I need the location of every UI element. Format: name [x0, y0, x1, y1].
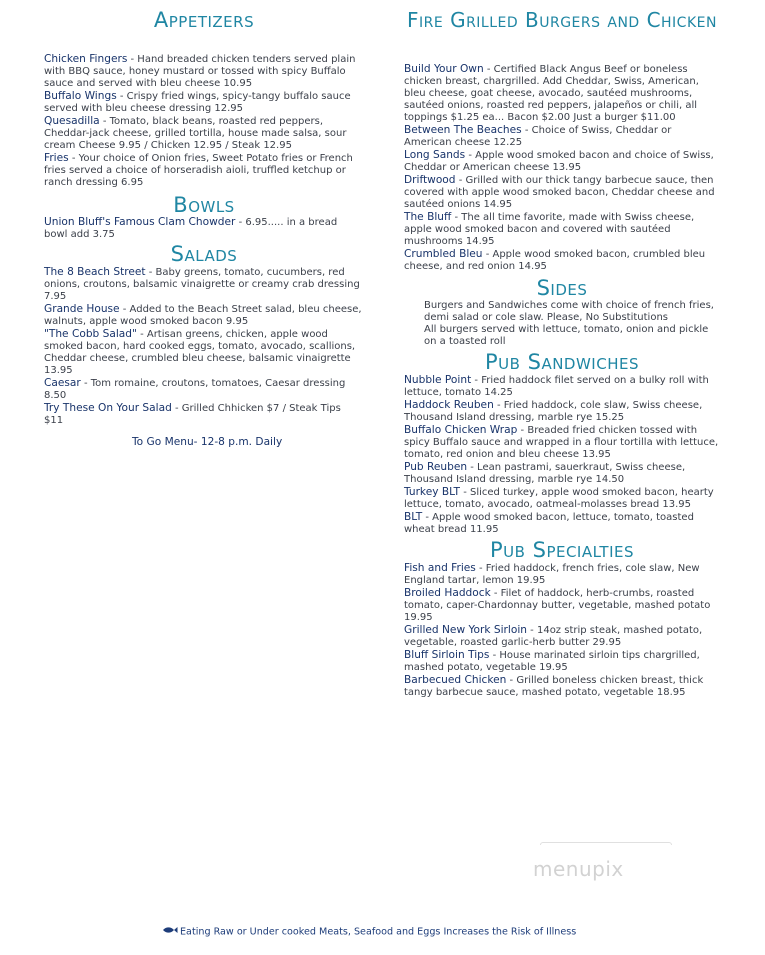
watermark-bubble: [540, 842, 672, 845]
sides-note: All burgers served with lettuce, tomato, onion and pickle on a toasted roll: [424, 324, 709, 347]
item-name: Fish and Fries: [404, 562, 476, 574]
menu-item: [404, 174, 720, 211]
sides-note: Burgers and Sandwiches come with choice of french fries, demi salad or cole slaw. Please, No Substitutions: [424, 300, 714, 323]
item-name: The Bluff: [404, 211, 452, 223]
item-desc: - Artisan greens, chicken, apple wood smoked bacon, hard cooked eggs, tomato, avocado, scallions, Cheddar cheese, crumbled bleu cheese, balsamic vinaigrette 13.95: [44, 329, 356, 376]
specialties-list: [404, 562, 720, 699]
item-desc: - Apple wood smoked bacon and choice of Swiss, Cheddar or American cheese 13.95: [404, 150, 714, 173]
burgers-heading: Fire Grilled Burgers and Chicken: [407, 8, 717, 32]
item-name: Crumbled Bleu: [404, 248, 483, 260]
item-name: The 8 Beach Street: [44, 266, 146, 278]
menu-item: [404, 562, 720, 587]
menu-item: [404, 149, 720, 174]
burgers-list: [404, 63, 720, 273]
menu-item: [44, 152, 362, 189]
item-name: Fries: [44, 152, 69, 164]
item-desc: - Grilled boneless chicken breast, thick tangy barbecue sauce, mashed potato, vegetable 18.95: [404, 675, 704, 698]
item-name: Buffalo Chicken Wrap: [404, 424, 518, 436]
menu-item: [404, 424, 720, 461]
sides-heading: Sides: [536, 276, 588, 300]
menu-item: [44, 53, 362, 90]
item-name: "The Cobb Salad": [44, 328, 137, 340]
item-desc: - Lean pastrami, sauerkraut, Swiss cheese, Thousand Island dressing, marble rye 14.50: [404, 462, 686, 485]
menu-item: [404, 624, 720, 649]
item-desc: - Baby greens, tomato, cucumbers, red onions, croutons, balsamic vinaigrette or creamy crab dressing 7.95: [44, 267, 360, 302]
health-warning: [162, 926, 576, 938]
item-name: BLT: [404, 511, 423, 523]
item-name: Barbecued Chicken: [404, 674, 507, 686]
salads-list: [44, 266, 362, 427]
menu-item: [404, 211, 720, 248]
item-desc: - Hand breaded chicken tenders served plain with BBQ sauce, honey mustard or tossed with spicy Buffalo sauce and served with bleu cheese 10.95: [44, 54, 356, 89]
sides-notes: [424, 300, 720, 348]
item-desc: - House marinated sirloin tips chargrilled, mashed potato, vegetable 19.95: [404, 650, 700, 673]
sandwiches-list: [404, 374, 720, 536]
item-desc: - Apple wood smoked bacon, lettuce, tomato, toasted wheat bread 11.95: [404, 512, 694, 535]
menu-item: [404, 486, 720, 511]
menu-item: [404, 63, 720, 124]
item-name: Bluff Sirloin Tips: [404, 649, 490, 661]
item-desc: - Apple wood smoked bacon, crumbled bleu cheese, and red onion 14.95: [404, 249, 706, 272]
appetizers-list: [44, 53, 362, 189]
item-desc: - The all time favorite, made with Swiss cheese, apple wood smoked bacon and covered with sautéed mushrooms 14.95: [404, 212, 695, 247]
appetizers-heading: Appetizers: [153, 8, 255, 32]
menu-item: [44, 377, 362, 402]
menu-item: [404, 124, 720, 149]
menu-item: [44, 303, 362, 328]
item-desc: - Choice of Swiss, Cheddar or American cheese 12.25: [404, 125, 672, 148]
menu-item: [404, 399, 720, 424]
item-desc: - Your choice of Onion fries, Sweet Potato fries or French fries served a choice of horseradish aioli, truffled ketchup or ranch dressing 6.95: [44, 153, 353, 188]
item-name: Nubble Point: [404, 374, 472, 386]
item-name: Driftwood: [404, 174, 456, 186]
menu-item: [44, 115, 362, 152]
item-desc: - Filet of haddock, herb-crumbs, roasted tomato, caper-Chardonnay butter, vegetable, mashed potato 19.95: [404, 588, 711, 623]
item-name: Turkey BLT: [404, 486, 461, 498]
menu-item: [404, 674, 720, 699]
item-desc: - Tom romaine, croutons, tomatoes, Caesar dressing 8.50: [44, 378, 346, 401]
fish-icon: [162, 926, 178, 937]
menu-item: [404, 461, 720, 486]
item-name: Build Your Own: [404, 63, 484, 75]
menu-item: [44, 328, 362, 377]
menu-item: [404, 248, 720, 273]
item-name: Between The Beaches: [404, 124, 522, 136]
item-desc: - Fried haddock, cole slaw, Swiss cheese, Thousand Island dressing, marble rye 15.25: [404, 400, 703, 423]
item-name: Try These On Your Salad: [44, 402, 172, 414]
menu-item: [44, 90, 362, 115]
item-name: Broiled Haddock: [404, 587, 491, 599]
item-desc: - Crispy fried wings, spicy-tangy buffalo sauce served with bleu cheese dressing 12.95: [44, 91, 351, 114]
salads-heading: Salads: [170, 242, 238, 266]
item-desc: - Tomato, black beans, roasted red peppers, Cheddar-jack cheese, grilled tortilla, house made salsa, sour cream Cheese 9.95 / Chicken 12.95 / Steak 12.95: [44, 116, 347, 151]
item-desc: - 6.95..... in a bread bowl add 3.75: [44, 217, 338, 240]
watermark: menupix: [533, 857, 624, 881]
menu-item: [404, 587, 720, 624]
item-desc: - Fried haddock, french fries, cole slaw, New England tartar, lemon 19.95: [404, 563, 700, 586]
menu-item: [404, 511, 720, 536]
item-desc: - Grilled with our thick tangy barbecue sauce, then covered with apple wood smoked bacon, Cheddar cheese and sautéed onions 14.95: [404, 175, 715, 210]
item-name: Grilled New York Sirloin: [404, 624, 527, 636]
health-warning-text: Eating Raw or Under cooked Meats, Seafood and Eggs Increases the Risk of Illness: [180, 926, 577, 938]
menu-item: [44, 216, 362, 241]
item-name: Chicken Fingers: [44, 53, 128, 65]
item-name: Quesadilla: [44, 115, 100, 127]
sandwiches-heading: Pub Sandwiches: [485, 350, 639, 374]
item-desc: - Added to the Beach Street salad, bleu cheese, walnuts, apple wood smoked bacon 9.95: [44, 304, 362, 327]
menu-item: [404, 374, 720, 399]
item-desc: - 14oz strip steak, mashed potato, vegetable, roasted garlic-herb butter 29.95: [404, 625, 703, 648]
item-name: Haddock Reuben: [404, 399, 494, 411]
item-desc: - Breaded fried chicken tossed with spicy Buffalo sauce and wrapped in a flour tortilla with lettuce, tomato, red onion and bleu cheese 13.95: [404, 425, 719, 460]
item-desc: - Grilled Chhicken $7 / Steak Tips $11: [44, 403, 341, 426]
bowls-heading: Bowls: [173, 193, 235, 217]
item-name: Union Bluff's Famous Clam Chowder: [44, 216, 236, 228]
item-name: Caesar: [44, 377, 81, 389]
bowls-list: [44, 216, 362, 241]
item-name: Grande House: [44, 303, 120, 315]
item-desc: - Fried haddock filet served on a bulky roll with lettuce, tomato 14.25: [404, 375, 709, 398]
to-go-hours: To Go Menu- 12-8 p.m. Daily: [132, 436, 283, 448]
item-name: Buffalo Wings: [44, 90, 117, 102]
menu-item: [404, 649, 720, 674]
specialties-heading: Pub Specialties: [490, 538, 634, 562]
menu-item: [44, 266, 362, 303]
menu-item: [44, 402, 362, 427]
item-desc: - Sliced turkey, apple wood smoked bacon, hearty lettuce, tomato, avocado, oatmeal-molasses bread 13.95: [404, 487, 714, 510]
item-name: Pub Reuben: [404, 461, 468, 473]
item-name: Long Sands: [404, 149, 466, 161]
item-desc: - Certified Black Angus Beef or boneless chicken breast, chargrilled. Add Cheddar, Swiss, American, bleu cheese, goat cheese, avocado, sautéed mushrooms, sautéed onions, roasted red peppers, jalapeños or chili, all toppings $1.25 ea... Bacon $2.00 Just a burger $11.00: [404, 64, 699, 123]
